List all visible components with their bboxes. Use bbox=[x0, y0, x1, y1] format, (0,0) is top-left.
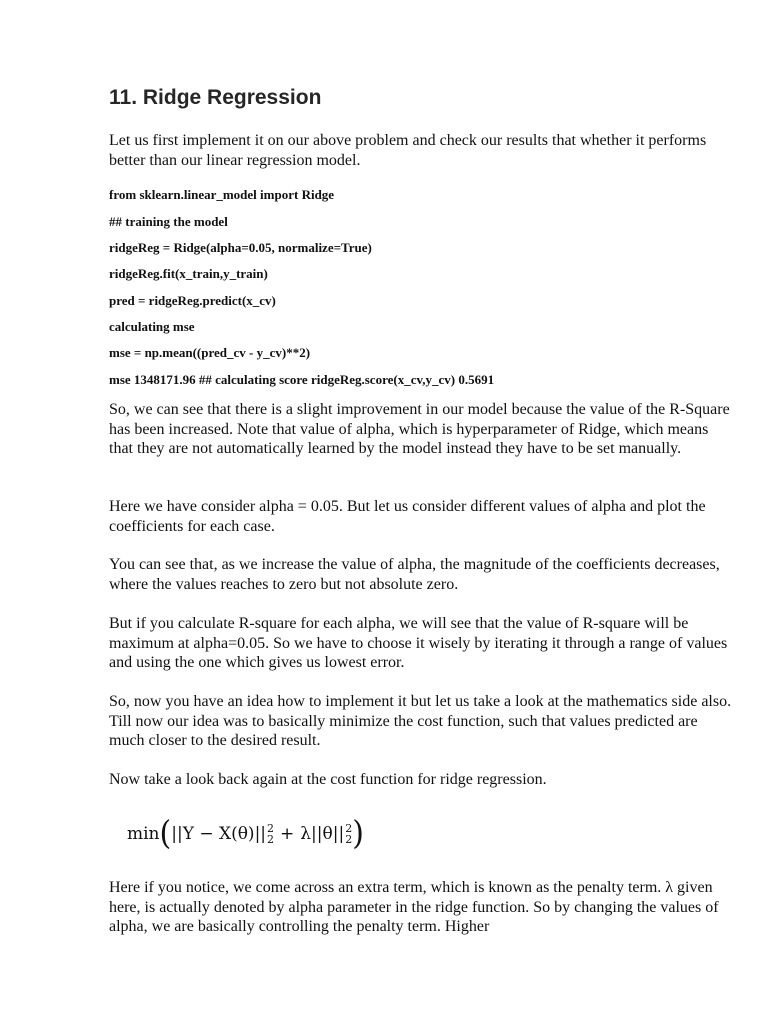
body-paragraph: So, now you have an idea how to implement it but let us take a look at the mathematics side also. Till now our idea was to basically minimize the cost function, such that values predicted are much closer to the desired result. bbox=[109, 693, 732, 749]
formula-term2-sup: 2 bbox=[345, 822, 353, 835]
body-paragraph: Now take a look back again at the cost function for ridge regression. bbox=[109, 771, 547, 788]
formula-term1-indices bbox=[267, 823, 274, 845]
formula-min: min bbox=[127, 824, 160, 844]
formula-term1: ||Y − X(θ)|| bbox=[171, 824, 267, 844]
code-line: mse 1348171.96 ## calculating score ridgeReg.score(x_cv,y_cv) 0.5691 bbox=[109, 372, 495, 387]
body-paragraph: So, we can see that there is a slight improvement in our model because the value of the R-Square has been increased. Note that value of alpha, which is hyperparameter of Ridge, which means that they are not automatically learned by the model instead they have to be set manually. bbox=[109, 401, 730, 457]
body-paragraph: You can see that, as we increase the value of alpha, the magnitude of the coefficients decreases, where the values reaches to zero but not absolute zero. bbox=[109, 556, 720, 593]
formula-term2-sub: 2 bbox=[345, 833, 353, 846]
body-paragraph: Here if you notice, we come across an extra term, which is known as the penalty term. λ given here, is actually denoted by alpha parameter in the ridge function. So by changing the values of alpha, we are basically controlling the penalty term. Higher bbox=[109, 879, 719, 935]
code-line: from sklearn.linear_model import Ridge bbox=[109, 187, 335, 202]
code-line: ridgeReg.fit(x_train,y_train) bbox=[109, 266, 268, 281]
formula-open-paren: ( bbox=[159, 814, 172, 853]
formula-plus: + bbox=[280, 824, 295, 844]
formula-close-paren: ) bbox=[352, 814, 364, 853]
code-line: ## training the model bbox=[109, 214, 228, 229]
formula-term1-sub: 2 bbox=[267, 833, 275, 846]
formula-term1-sup: 2 bbox=[267, 822, 275, 835]
cost-function-formula bbox=[127, 812, 364, 856]
body-paragraph: Here we have consider alpha = 0.05. But let us consider different values of alpha and plot the coefficients for each case. bbox=[109, 498, 706, 535]
code-line: ridgeReg = Ridge(alpha=0.05, normalize=True) bbox=[109, 240, 372, 255]
code-line: mse = np.mean((pred_cv - y_cv)**2) bbox=[109, 345, 311, 360]
code-line: calculating mse bbox=[109, 319, 195, 334]
formula-term2: λ||θ|| bbox=[300, 824, 345, 844]
intro-paragraph: Let us first implement it on our above problem and check our results that whether it performs better than our linear regression model. bbox=[109, 132, 707, 169]
formula-term2-indices bbox=[345, 823, 352, 845]
body-paragraph: But if you calculate R-square for each alpha, we will see that the value of R-square will be maximum at alpha=0.05. So we have to choose it wisely by iterating it through a range of values and using the one which gives us lowest error. bbox=[109, 615, 728, 671]
section-heading: 11. Ridge Regression bbox=[109, 86, 322, 109]
code-line: pred = ridgeReg.predict(x_cv) bbox=[109, 293, 276, 308]
